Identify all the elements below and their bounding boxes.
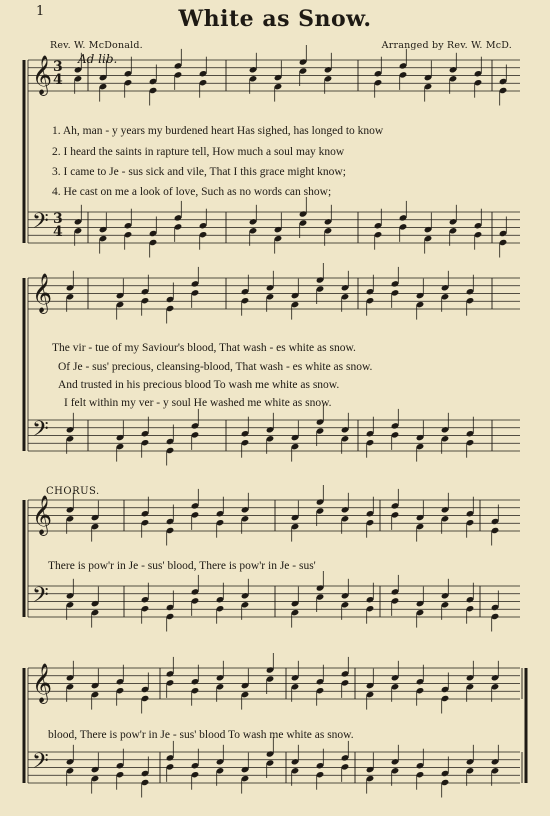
time-signature-bottom: 4 (53, 72, 63, 88)
hymn-title: White as Snow. (178, 6, 372, 32)
verse-4-line-1: 4. He cast on me a look of love, Such as no words can show; (52, 186, 332, 198)
bass-clef: 𝄢 (32, 749, 49, 779)
bass-clef: 𝄢 (32, 417, 49, 447)
verse-1-line-2: The vir - tue of my Saviour's blood, That wash - es white as snow. (52, 342, 356, 354)
time-signature-top: 3 (53, 211, 63, 227)
chorus-line-2: blood, There is pow'r in Je - sus' blood To wash me white as snow. (48, 729, 354, 741)
verse-2-line-1: 2. I heard the saints in rapture tell, How much a soul may know (52, 146, 345, 158)
chorus-label: CHORUS. (46, 486, 100, 497)
verse-1-line-1: 1. Ah, man - y years my burdened heart Has sighed, has longed to know (52, 125, 384, 137)
treble-clef: 𝄞 (32, 55, 53, 95)
page-number: 1 (36, 4, 45, 19)
verse-4-line-2: I felt within my ver - y soul He washed me white as snow. (64, 397, 332, 409)
time-signature-top: 3 (53, 59, 63, 75)
verse-3-line-1: 3. I came to Je - sus sick and vile, That I this grace might know; (52, 166, 346, 178)
verse-3-line-2: And trusted in his precious blood To wash me white as snow. (58, 379, 340, 391)
treble-clef: 𝄞 (32, 495, 53, 535)
bass-clef: 𝄢 (32, 209, 49, 239)
treble-clef: 𝄞 (32, 273, 53, 313)
words-credit: Rev. W. McDonald. (50, 40, 143, 51)
music-credit: Arranged by Rev. W. McD. (381, 40, 512, 51)
verse-2-line-2: Of Je - sus' precious, cleansing-blood, That wash - es white as snow. (58, 361, 373, 373)
chorus-line-1: There is pow'r in Je - sus' blood, There is pow'r in Je - sus' (48, 560, 316, 572)
bass-clef: 𝄢 (32, 583, 49, 613)
treble-clef: 𝄞 (32, 663, 53, 703)
time-signature-bottom: 4 (53, 224, 63, 240)
tempo-marking: Ad lib. (78, 52, 118, 66)
